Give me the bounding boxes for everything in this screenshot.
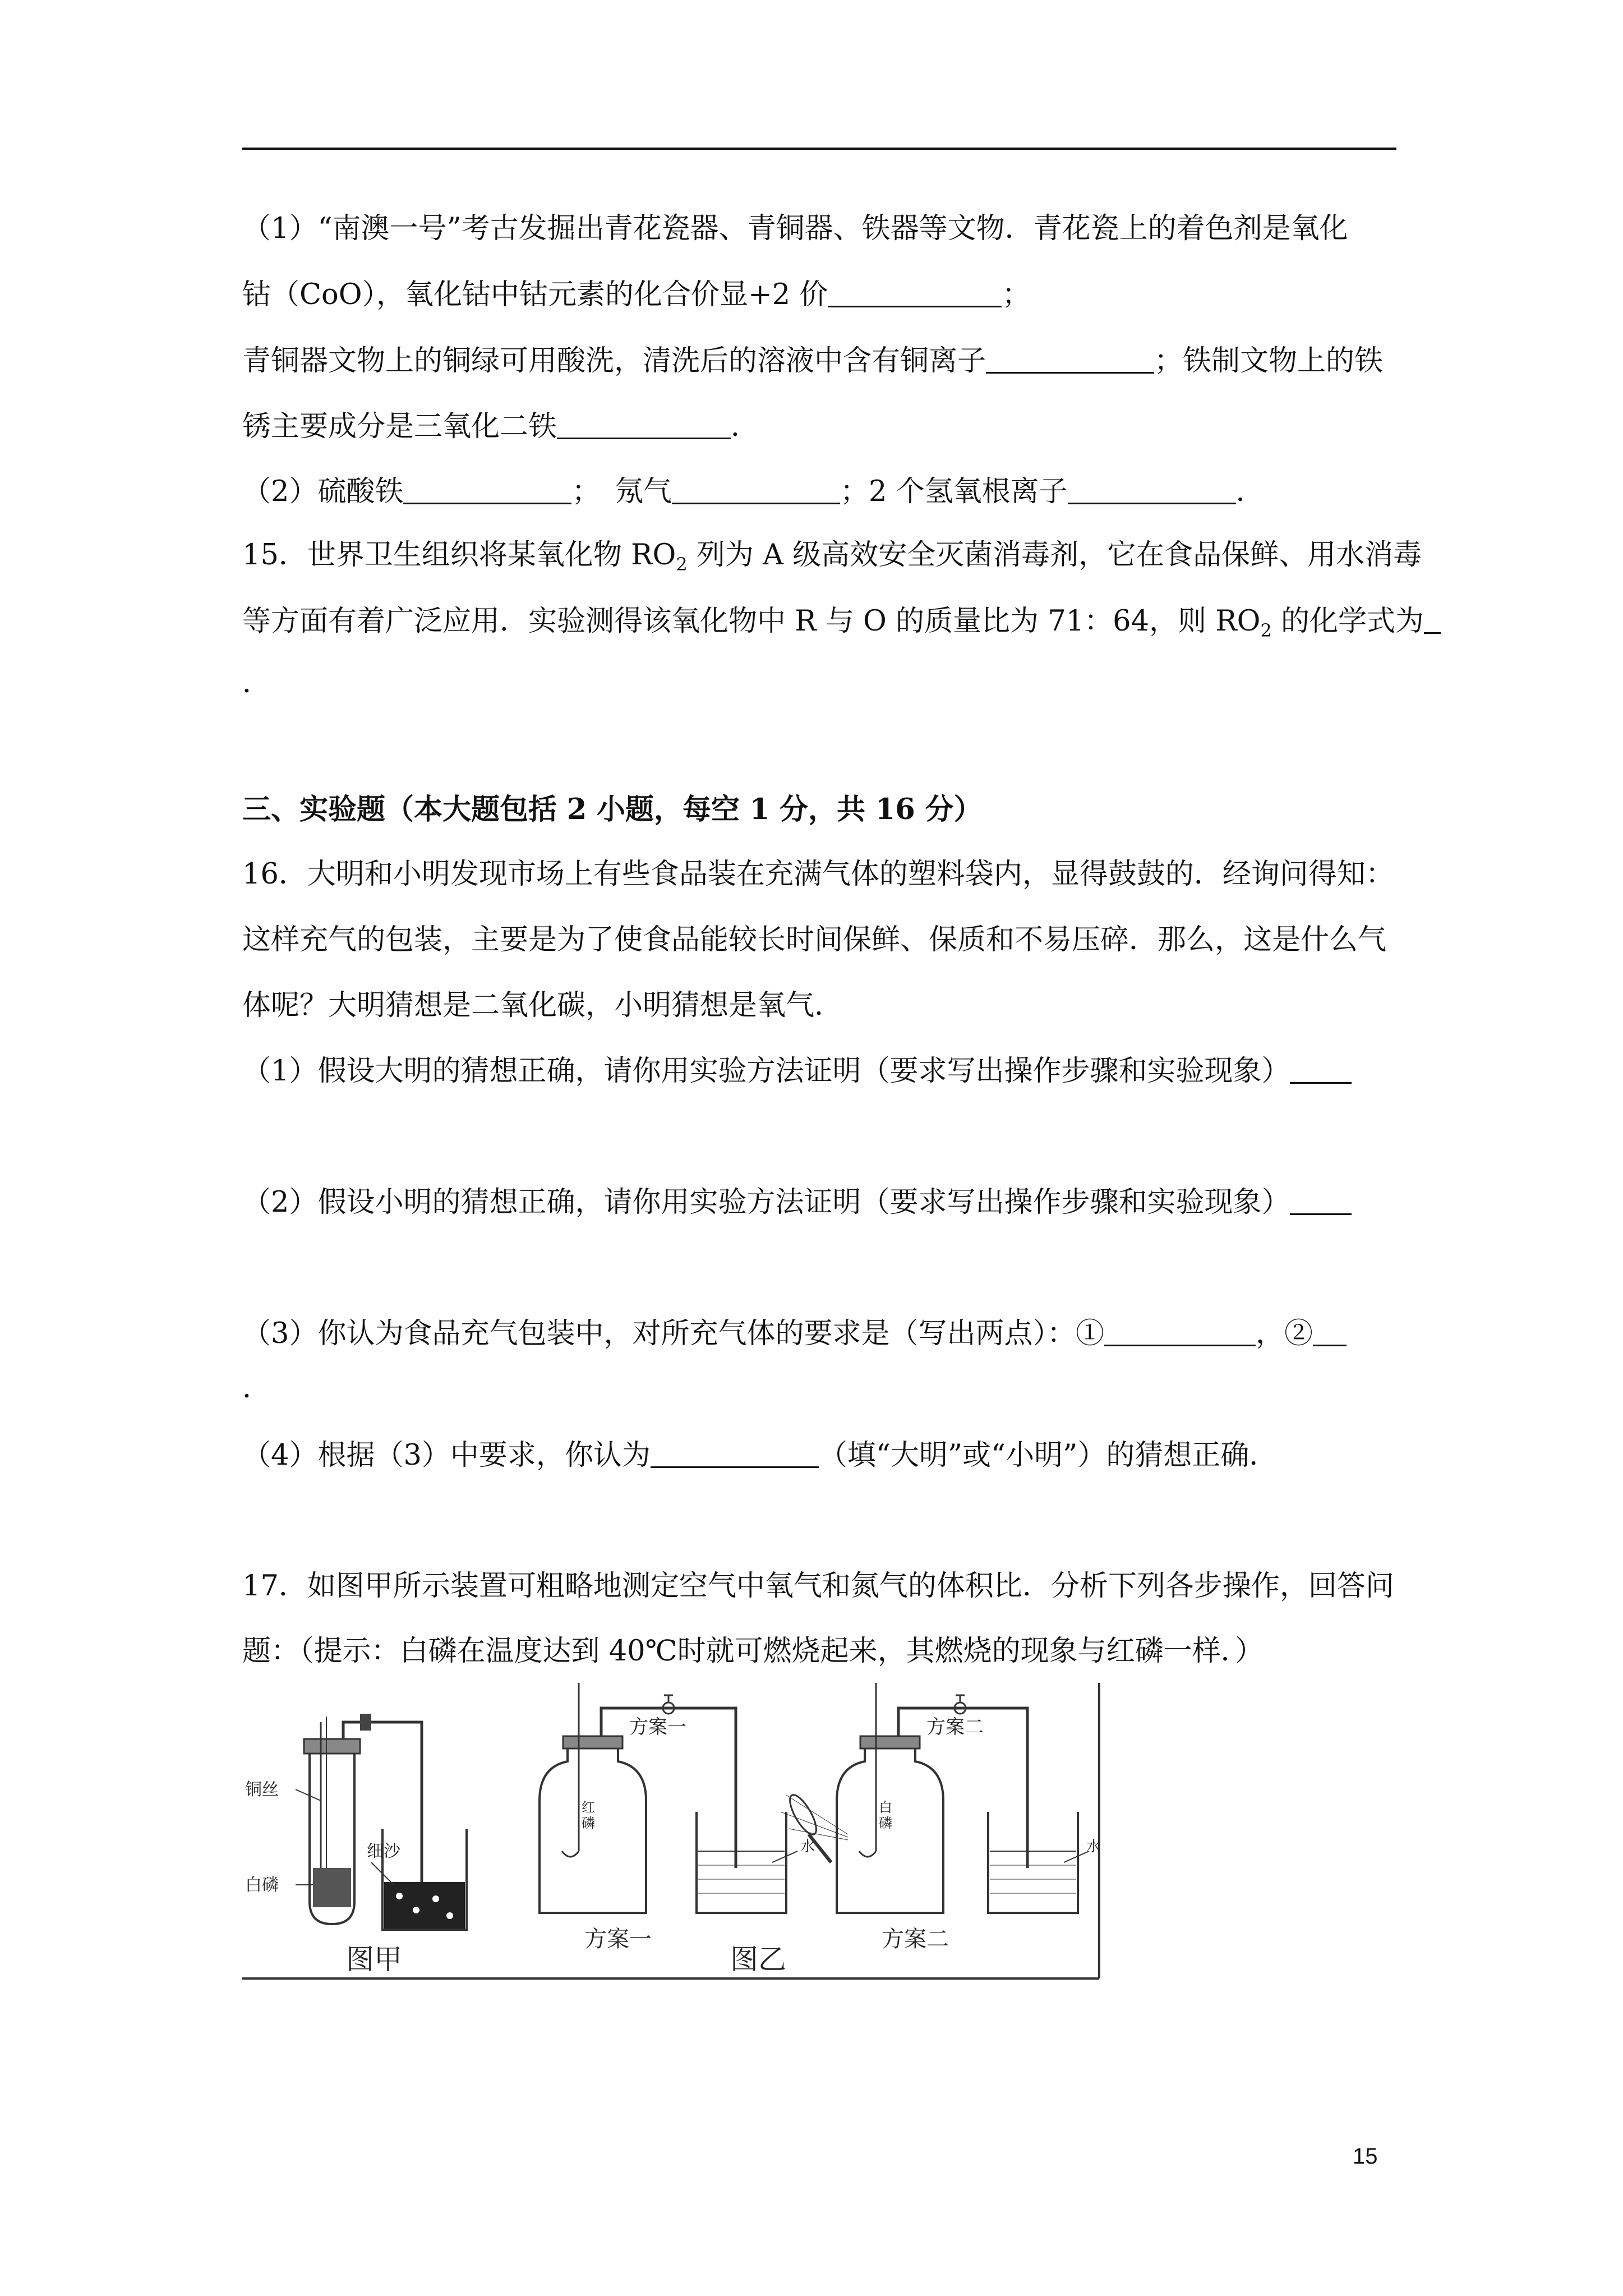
- header-rule: [242, 148, 1396, 150]
- q16-p2: （2）假设小明的猜想正确，请你用实验方法证明（要求写出操作步骤和实验现象）: [242, 1186, 1352, 1220]
- label-white-phosphorus: 白磷: [245, 1875, 279, 1895]
- q14-p1-line4: 锈主要成分是三氧化二铁 ．: [242, 410, 760, 443]
- caption-plan1: 方案一: [584, 1926, 652, 1952]
- caption-plan2: 方案二: [882, 1926, 949, 1952]
- answer-blank[interactable]: [672, 478, 840, 504]
- caption-figure-jia: 图甲: [346, 1943, 402, 1976]
- label-plan2-top: 方案二: [926, 1716, 984, 1738]
- label-water-2: 水: [1086, 1838, 1100, 1855]
- q14-p1-line1: （1）“南澳一号”考古发掘出青花瓷器、青铜器、铁器等文物．青花瓷上的着色剂是氧化: [242, 212, 1348, 245]
- q16-p3-end: ．: [242, 1372, 271, 1405]
- q15-line1: 15．世界卫生组织将某氧化物 $RO_2$ 列为 A 级高效安全灭菌消毒剂，它在食品保鲜、用水消毒: [242, 539, 1422, 576]
- answer-blank[interactable]: [1424, 608, 1441, 634]
- page-number: 15: [1353, 2144, 1378, 2169]
- label-white: 白: [879, 1800, 892, 1815]
- q16-p3: （3）你认为食品充气包装中，对所充气体的要求是（写出两点）：① ，②: [242, 1317, 1347, 1351]
- q16-line2: 这样充气的包装，主要是为了使食品能较长时间保鲜、保质和不易压碎．那么，这是什么气: [242, 923, 1387, 956]
- answer-blank[interactable]: [1290, 1189, 1352, 1215]
- answer-blank[interactable]: [403, 478, 571, 504]
- q16-p1: （1）假设大明的猜想正确，请你用实验方法证明（要求写出操作步骤和实验现象）: [242, 1055, 1352, 1088]
- answer-blank[interactable]: [1068, 478, 1236, 504]
- label-water: 水: [800, 1838, 815, 1855]
- q17-line1: 17．如图甲所示装置可粗略地测定空气中氧气和氮气的体积比．分析下列各步操作，回答问: [242, 1570, 1394, 1603]
- label-copper-wire: 铜丝: [245, 1780, 279, 1800]
- label-fine-sand: 细沙: [367, 1842, 400, 1861]
- answer-blank[interactable]: [1104, 1320, 1256, 1346]
- q15-line2: 等方面有着广泛应用．实验测得该氧化物中 R 与 O 的质量比为 71：64，则 $RO_2$ 的化学式为: [242, 605, 1441, 647]
- answer-blank[interactable]: [1313, 1320, 1347, 1346]
- label-plan1-top: 方案一: [629, 1716, 686, 1738]
- answer-blank[interactable]: [557, 413, 731, 439]
- figure-jia-apparatus: [296, 1714, 467, 1930]
- q14-p1-line2: 钴（CoO），氧化钴中钴元素的化合价显+2 价 ；: [242, 278, 1031, 311]
- q16-p4: （4）根据（3）中要求，你认为 （填“大明”或“小明”）的猜想正确．: [242, 1439, 1278, 1472]
- section-heading: 三、实验题（本大题包括 2 小题，每空 1 分，共 16 分）: [242, 793, 983, 826]
- q17-line2: 题：（提示：白磷在温度达到 40℃时就可燃烧起来，其燃烧的现象与红磷一样．）: [242, 1635, 1264, 1668]
- experiment-figure: [242, 1683, 1100, 1986]
- q14-p2-line: （2）硫酸铁 ； 氖气 ；2 个氢氧根离子 ．: [242, 475, 1265, 508]
- answer-blank[interactable]: [828, 281, 1002, 307]
- label-phosphorus: 磷: [582, 1815, 595, 1831]
- q16-line3: 体呢？大明猜想是二氧化碳，小明猜想是氧气．: [242, 989, 843, 1022]
- answer-blank[interactable]: [1290, 1057, 1352, 1084]
- label-red: 红: [582, 1800, 595, 1815]
- answer-blank[interactable]: [651, 1442, 819, 1468]
- q14-p1-line3: 青铜器文物上的铜绿可用酸洗，清洗后的溶液中含有铜离子 ；铁制文物上的铁: [242, 344, 1384, 378]
- label-phosphorus-2: 磷: [879, 1815, 892, 1831]
- answer-blank[interactable]: [986, 347, 1154, 374]
- caption-figure-yi: 图乙: [730, 1943, 786, 1976]
- q15-line3: ．: [242, 666, 271, 700]
- q16-line1: 16．大明和小明发现市场上有些食品装在充满气体的塑料袋内，显得鼓鼓的．经询问得知：: [242, 858, 1394, 891]
